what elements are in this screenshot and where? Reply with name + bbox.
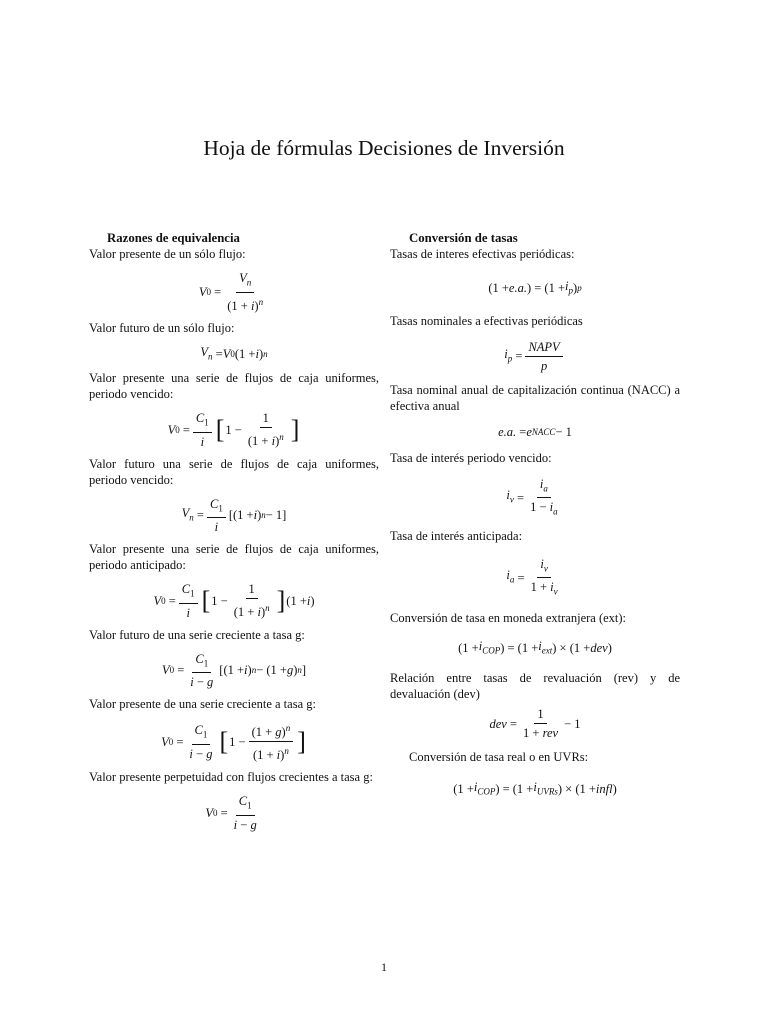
- section-heading-conversion: Conversión de tasas: [409, 231, 518, 245]
- formula-vp-uniform: V 0 = $\frac{C_1}{i}$ [ 1 − $\frac{1}{(1 + i)^n}$ ]: [167, 411, 300, 449]
- item-label: Valor presente una serie de flujos de caja uniformes, periodo anticipado:: [89, 542, 379, 573]
- item-label: Tasa nominal anual de capitalización continua (NACC) a efectiva anual: [390, 382, 680, 413]
- formula-vf-uniform: $V_n$ = $\frac{C_1}{i}$ [(1 + i ) n − 1]: [181, 496, 287, 535]
- item-label: Tasa de interés anticipada:: [390, 528, 523, 543]
- item-label: Valor futuro de una serie creciente a tasa g:: [89, 627, 305, 642]
- formula-perpetuidad: V 0 = $\frac{C_1}{i - g}$: [205, 794, 257, 832]
- formula-vf-creciente: V 0 = $\frac{C_1}{i - g}$ [(1 + i ) n − (1 + g ) n ]: [161, 651, 307, 690]
- page-title: Hoja de fórmulas Decisiones de Inversión: [203, 136, 565, 160]
- formula-vp-creciente: V 0 = $\frac{C_1}{i - g}$ [ 1 − $\frac{(1 + g)^n}{(1 + i)^n}$ ]: [89, 720, 379, 763]
- formula-vencido: $i_v$ = $\frac{i_a}{1 - i_a}$: [506, 476, 558, 517]
- item-label: Tasas de interes efectivas periódicas:: [390, 247, 575, 261]
- item-label: Conversión de tasa en moneda extranjera (ext):: [390, 610, 627, 625]
- formula-vp-anticipado: V 0 = $\frac{C_1}{i}$ [ 1 − $\frac{1}{(1 + i)^n}$ ] (1 + i ): [153, 582, 315, 620]
- item-label: Valor presente de una serie creciente a tasa g:: [89, 697, 316, 712]
- item-label: Valor presente una serie de flujos de caja uniformes, periodo vencido:: [89, 371, 379, 402]
- item-label: Tasa de interés periodo vencido:: [390, 450, 552, 465]
- left-column: [89, 230, 379, 839]
- formula-ext: (1 + $i_{COP}$ ) = (1 + $i_{ext}$ ) × (1 + dev ): [458, 638, 612, 655]
- item-label: Tasas nominales a efectivas periódicas: [390, 313, 583, 328]
- page-number: 1: [381, 960, 387, 974]
- formula-dev: dev = $\frac{1}{\text{1 + rev}}$ − 1: [489, 707, 581, 740]
- item-label: Relación entre tasas de revaluación (rev) y de devaluación (dev): [390, 671, 680, 701]
- item-label: Conversión de tasa real o en UVRs:: [409, 750, 589, 764]
- formula-efectivas: (1 + e.a. ) = (1 + $i_p$ ) p: [488, 279, 582, 296]
- item-label: Valor presente de un sólo flujo:: [89, 247, 246, 261]
- formula-nominales: $i_p$ = $\frac{\text{NAPV}}{p}$: [390, 339, 680, 374]
- section-heading-equivalencia: Razones de equivalencia: [107, 231, 240, 245]
- formula-vf-single: $V_n$ = V 0 (1 + i ) n: [200, 344, 268, 362]
- item-label: Valor futuro una serie de flujos de caja uniformes, periodo vencido:: [89, 456, 379, 487]
- item-label: Valor futuro de un sólo flujo:: [89, 320, 235, 335]
- formula-anticipada: $i_a$ = $\frac{i_v}{1 + i_v}$: [506, 556, 558, 597]
- formula-vp-single: V 0 = $\frac{V_n}{(1 + i)^n}$: [198, 271, 264, 313]
- item-label: Valor presente perpetuidad con flujos crecientes a tasa g:: [89, 770, 373, 785]
- formula-uvr: (1 + $i_{COP}$ ) = (1 + $i_{UVRs}$ ) × (1 + infl ): [453, 780, 617, 797]
- right-column: [390, 230, 680, 808]
- formula-nacc: e.a. = e NACC − 1: [498, 424, 572, 439]
